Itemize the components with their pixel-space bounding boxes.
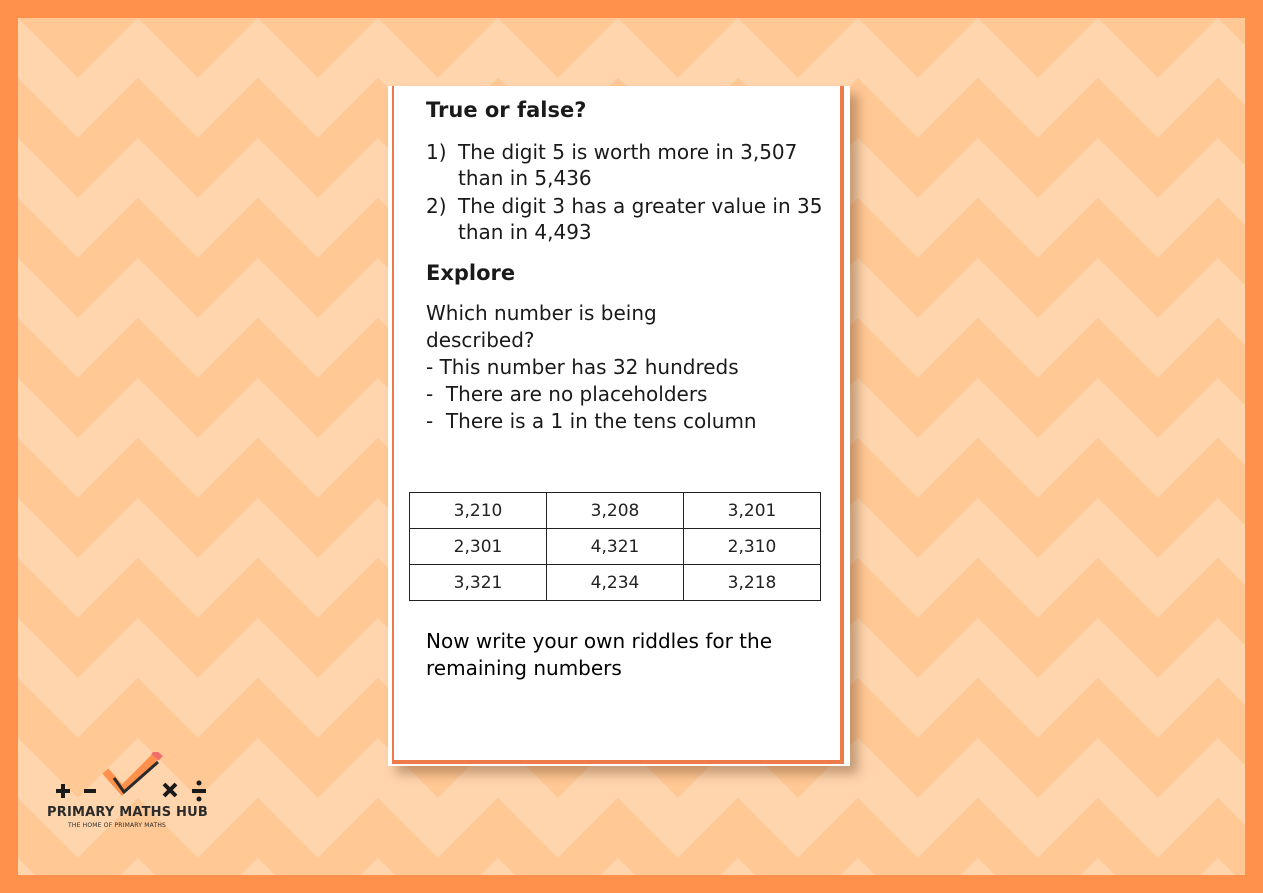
math-symbols-checkmark-pencil-icon xyxy=(44,752,224,832)
grid-cell: 3,218 xyxy=(684,565,821,601)
true-false-heading: True or false? xyxy=(426,98,587,122)
grid-cell: 2,310 xyxy=(684,529,821,565)
grid-row-2 xyxy=(410,529,821,565)
clue-2: - There are no placeholders xyxy=(426,382,708,406)
grid-cell: 3,208 xyxy=(547,493,684,529)
grid-cell: 2,301 xyxy=(410,529,547,565)
question-1 xyxy=(426,139,836,191)
question-1-number: 1) xyxy=(426,140,447,164)
footer-instruction: Now write your own riddles for the remaining numbers xyxy=(426,629,772,680)
grid-row-3 xyxy=(410,565,821,601)
grid-cell: 4,321 xyxy=(547,529,684,565)
explore-heading: Explore xyxy=(426,261,516,285)
grid-row-1 xyxy=(410,493,821,529)
logo-subtitle: THE HOME OF PRIMARY MATHS xyxy=(68,822,167,829)
grid-cell: 3,201 xyxy=(684,493,821,529)
grid-cell: 3,210 xyxy=(410,493,547,529)
logo-title: PRIMARY MATHS HUB xyxy=(47,805,208,820)
explore-prompt: Which number is being described? xyxy=(426,301,657,352)
question-2-number: 2) xyxy=(426,194,447,218)
clue-3: - There is a 1 in the tens column xyxy=(426,409,757,433)
clue-1: - This number has 32 hundreds xyxy=(426,355,739,379)
worksheet-content xyxy=(426,96,836,435)
number-grid xyxy=(409,492,821,601)
grid-cell: 4,234 xyxy=(547,565,684,601)
question-2-text: The digit 3 has a greater value in 35 than in 4,493 xyxy=(458,194,823,244)
grid-cell: 3,321 xyxy=(410,565,547,601)
question-1-text: The digit 5 is worth more in 3,507 than in 5,436 xyxy=(458,140,798,190)
question-2 xyxy=(426,193,836,245)
